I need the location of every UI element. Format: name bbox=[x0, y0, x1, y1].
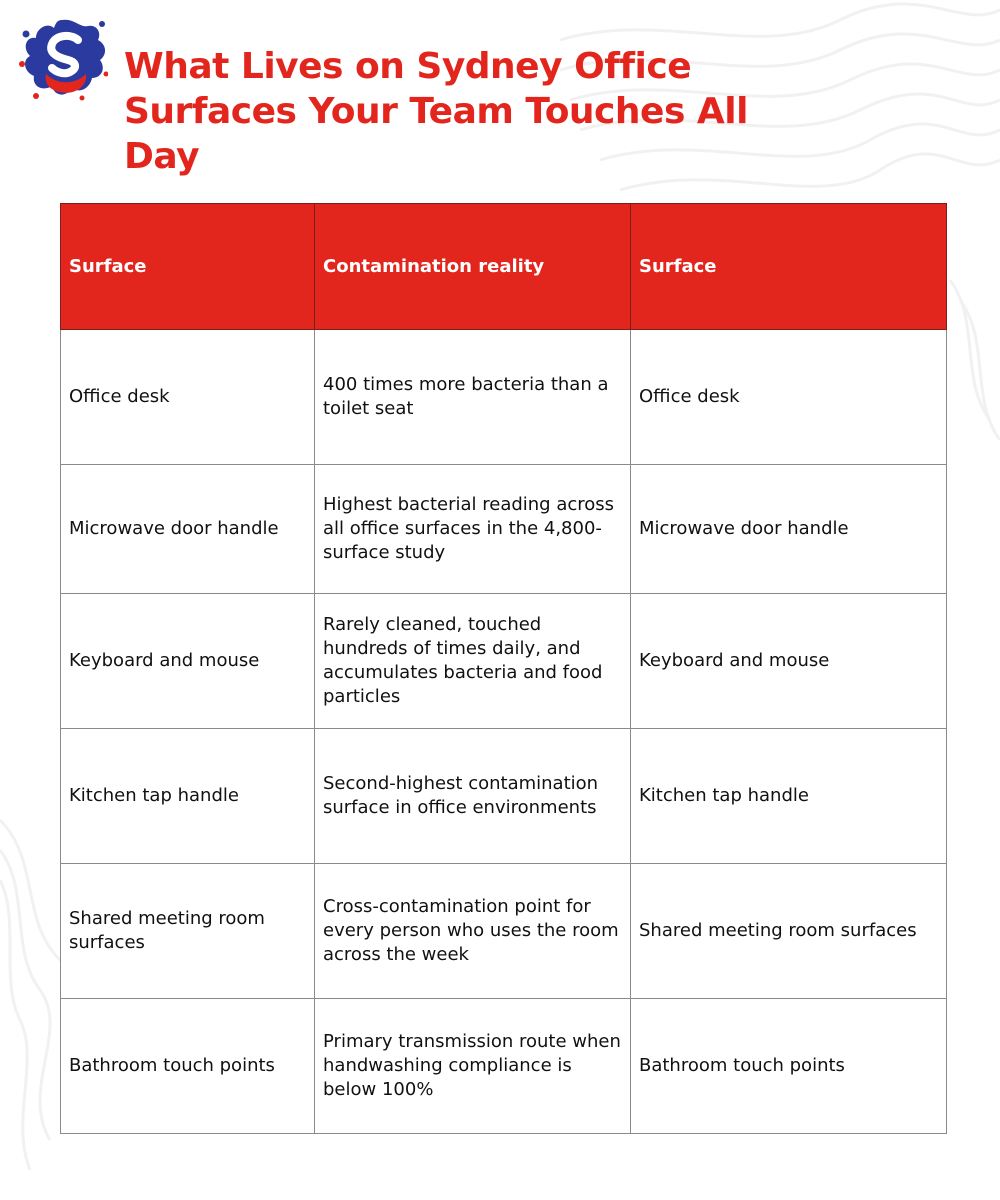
table-row bbox=[61, 330, 947, 465]
surfaces-table bbox=[60, 203, 947, 1134]
table-header-row bbox=[61, 204, 947, 330]
table-row bbox=[61, 864, 947, 999]
cell-surface-repeat: Office desk bbox=[631, 330, 947, 465]
cell-surface-repeat: Kitchen tap handle bbox=[631, 729, 947, 864]
cell-surface: Bathroom touch points bbox=[61, 999, 315, 1134]
table-row bbox=[61, 465, 947, 594]
table-row bbox=[61, 729, 947, 864]
cell-contamination-reality: Cross-contamination point for every person who uses the room across the week bbox=[315, 864, 631, 999]
splash-s-logo-icon bbox=[16, 14, 108, 102]
cell-contamination-reality: Rarely cleaned, touched hundreds of times daily, and accumulates bacteria and food particles bbox=[315, 594, 631, 729]
cell-contamination-reality: Primary transmission route when handwashing compliance is below 100% bbox=[315, 999, 631, 1134]
cell-surface: Shared meeting room surfaces bbox=[61, 864, 315, 999]
cell-contamination-reality: Highest bacterial reading across all office surfaces in the 4,800-surface study bbox=[315, 465, 631, 594]
column-header-surface: Surface bbox=[61, 204, 315, 330]
cell-surface: Microwave door handle bbox=[61, 465, 315, 594]
cell-surface: Keyboard and mouse bbox=[61, 594, 315, 729]
column-header-surface-repeat: Surface bbox=[631, 204, 947, 330]
cell-surface-repeat: Keyboard and mouse bbox=[631, 594, 947, 729]
table-row bbox=[61, 999, 947, 1134]
cell-contamination-reality: 400 times more bacteria than a toilet seat bbox=[315, 330, 631, 465]
page-title: What Lives on Sydney Office Surfaces Your Team Touches All Day bbox=[124, 46, 748, 177]
cell-contamination-reality: Second-highest contamination surface in office environments bbox=[315, 729, 631, 864]
cell-surface-repeat: Microwave door handle bbox=[631, 465, 947, 594]
cell-surface: Kitchen tap handle bbox=[61, 729, 315, 864]
cell-surface-repeat: Shared meeting room surfaces bbox=[631, 864, 947, 999]
cell-surface: Office desk bbox=[61, 330, 315, 465]
table-row bbox=[61, 594, 947, 729]
cell-surface-repeat: Bathroom touch points bbox=[631, 999, 947, 1134]
page-header bbox=[16, 14, 916, 194]
column-header-contamination-reality: Contamination reality bbox=[315, 204, 631, 330]
